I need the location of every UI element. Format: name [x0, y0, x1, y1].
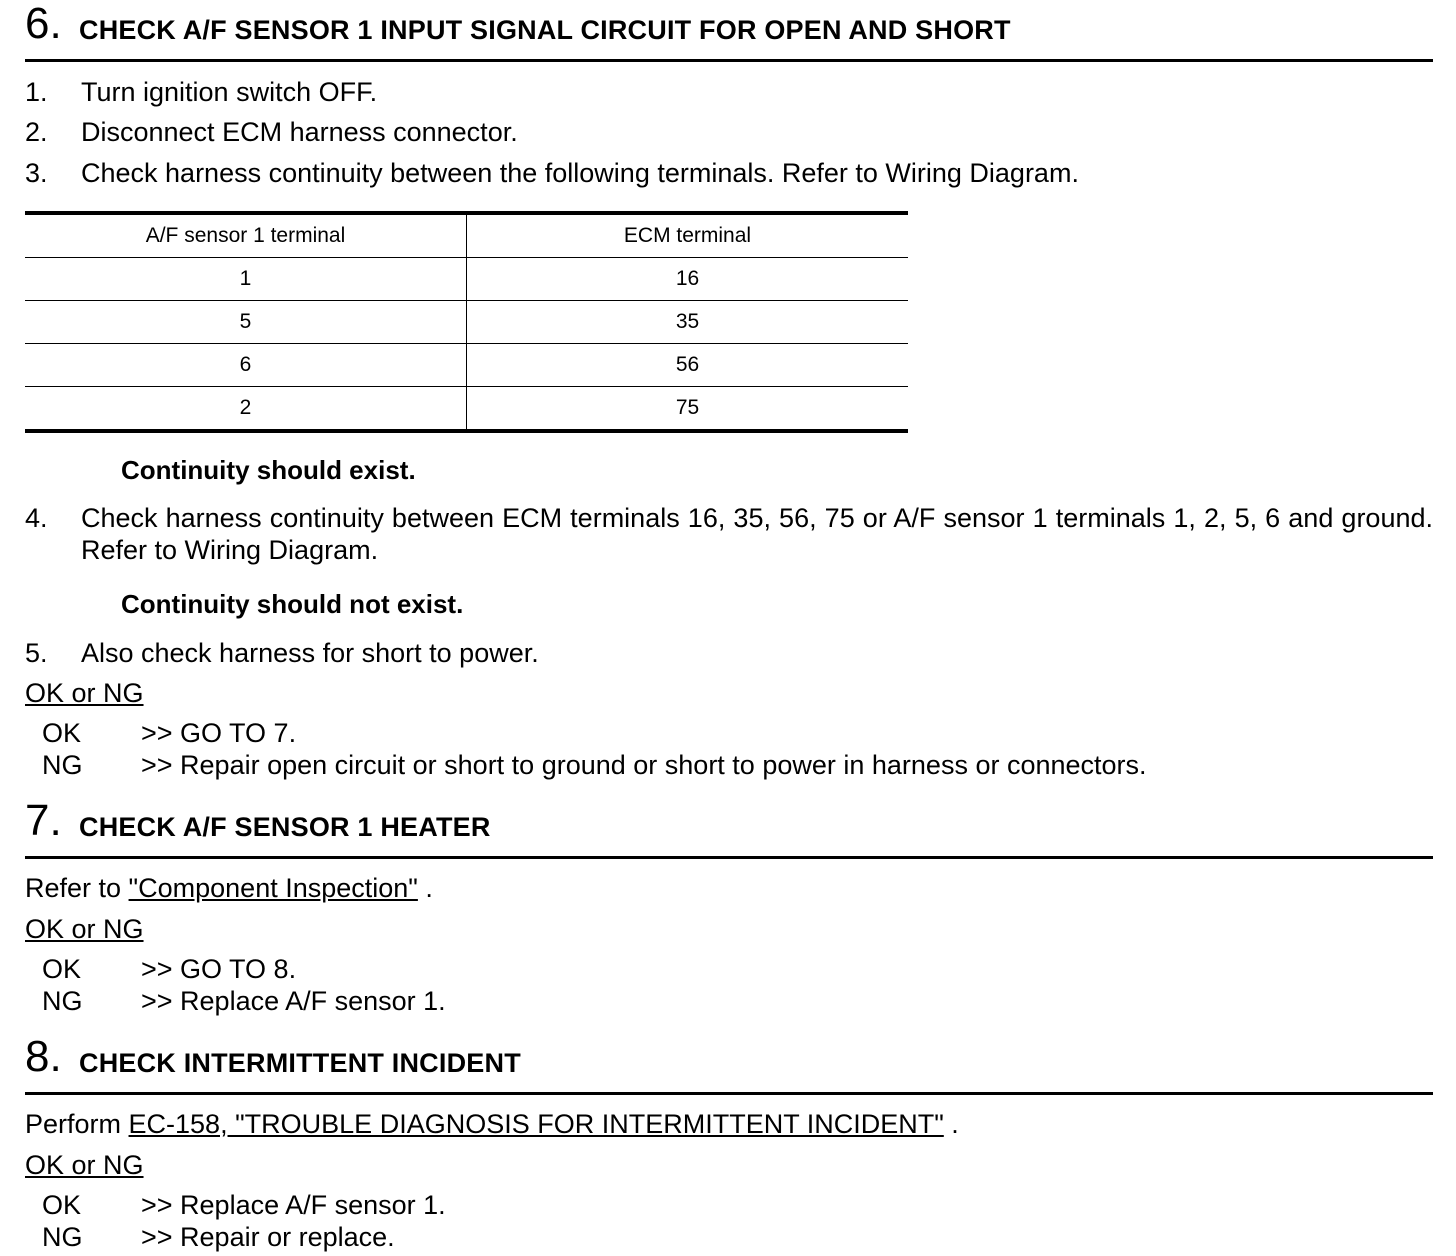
ok-or-ng-label: OK or NG — [25, 914, 144, 944]
result-action: >> GO TO 8. — [141, 954, 297, 984]
step-number: 8. — [25, 1032, 62, 1081]
table-cell: 2 — [25, 387, 467, 432]
list-number: 3. — [25, 158, 48, 188]
column-header: A/F sensor 1 terminal — [25, 213, 467, 258]
table-cell: 5 — [25, 301, 467, 344]
list-text: Check harness continuity between ECM terminals 16, 35, 56, 75 or A/F sensor 1 terminals 1, 2, 5, 6 and ground. Refer to Wiring Diagram. — [81, 503, 1433, 565]
result-key: NG — [42, 986, 83, 1016]
result-action: >> Repair or replace. — [141, 1222, 395, 1252]
terminal-table — [25, 211, 908, 433]
table-cell: 35 — [467, 301, 909, 344]
step-6-header — [25, 0, 1433, 62]
result-key: OK — [42, 1190, 82, 1220]
perform-prefix: Perform — [25, 1109, 129, 1139]
step-number: 7. — [25, 796, 62, 845]
list-text: Disconnect ECM harness connector. — [81, 117, 518, 147]
result-key: NG — [42, 1222, 83, 1252]
result-action: >> Replace A/F sensor 1. — [141, 986, 446, 1016]
list-item — [25, 502, 1433, 566]
list-text: Also check harness for short to power. — [81, 638, 539, 668]
table-cell: 56 — [467, 344, 909, 387]
step-7-header — [25, 797, 1433, 859]
column-header: ECM terminal — [467, 213, 909, 258]
table-cell: 6 — [25, 344, 467, 387]
perform-line — [25, 1108, 959, 1140]
result-action: >> Repair open circuit or short to ground or short to power in harness or connectors. — [141, 750, 1147, 780]
table-header-row — [25, 213, 908, 258]
table-row — [25, 301, 908, 344]
result-action: >> Replace A/F sensor 1. — [141, 1190, 446, 1220]
step-8-header — [25, 1033, 1433, 1095]
step-title: CHECK A/F SENSOR 1 INPUT SIGNAL CIRCUIT FOR OPEN AND SHORT — [79, 15, 1011, 45]
list-text: Check harness continuity between the following terminals. Refer to Wiring Diagram. — [81, 158, 1079, 188]
table-cell: 75 — [467, 387, 909, 432]
table-row — [25, 258, 908, 301]
perform-suffix: . — [943, 1109, 959, 1139]
ok-or-ng-label: OK or NG — [25, 1150, 144, 1180]
table-cell: 1 — [25, 258, 467, 301]
refer-prefix: Refer to — [25, 873, 129, 903]
table-row — [25, 344, 908, 387]
result-key: NG — [42, 750, 83, 780]
step-title: CHECK A/F SENSOR 1 HEATER — [79, 812, 491, 842]
table-row — [25, 387, 908, 432]
continuity-note: Continuity should not exist. — [121, 589, 464, 619]
result-action: >> GO TO 7. — [141, 718, 297, 748]
continuity-note: Continuity should exist. — [121, 455, 416, 485]
ec-158-link[interactable]: EC-158, "TROUBLE DIAGNOSIS FOR INTERMITTENT INCIDENT" — [128, 1109, 944, 1139]
result-key: OK — [42, 718, 82, 748]
list-number: 1. — [25, 77, 48, 107]
list-text: Turn ignition switch OFF. — [81, 77, 378, 107]
refer-suffix: . — [417, 873, 433, 903]
result-key: OK — [42, 954, 82, 984]
ok-or-ng-label: OK or NG — [25, 678, 144, 708]
step-number: 6. — [25, 0, 62, 48]
list-number: 2. — [25, 117, 48, 147]
table-cell: 16 — [467, 258, 909, 301]
list-number: 4. — [25, 503, 48, 533]
component-inspection-link[interactable]: "Component Inspection" — [128, 873, 418, 903]
step-title: CHECK INTERMITTENT INCIDENT — [79, 1048, 521, 1078]
list-number: 5. — [25, 638, 48, 668]
refer-line — [25, 872, 433, 904]
